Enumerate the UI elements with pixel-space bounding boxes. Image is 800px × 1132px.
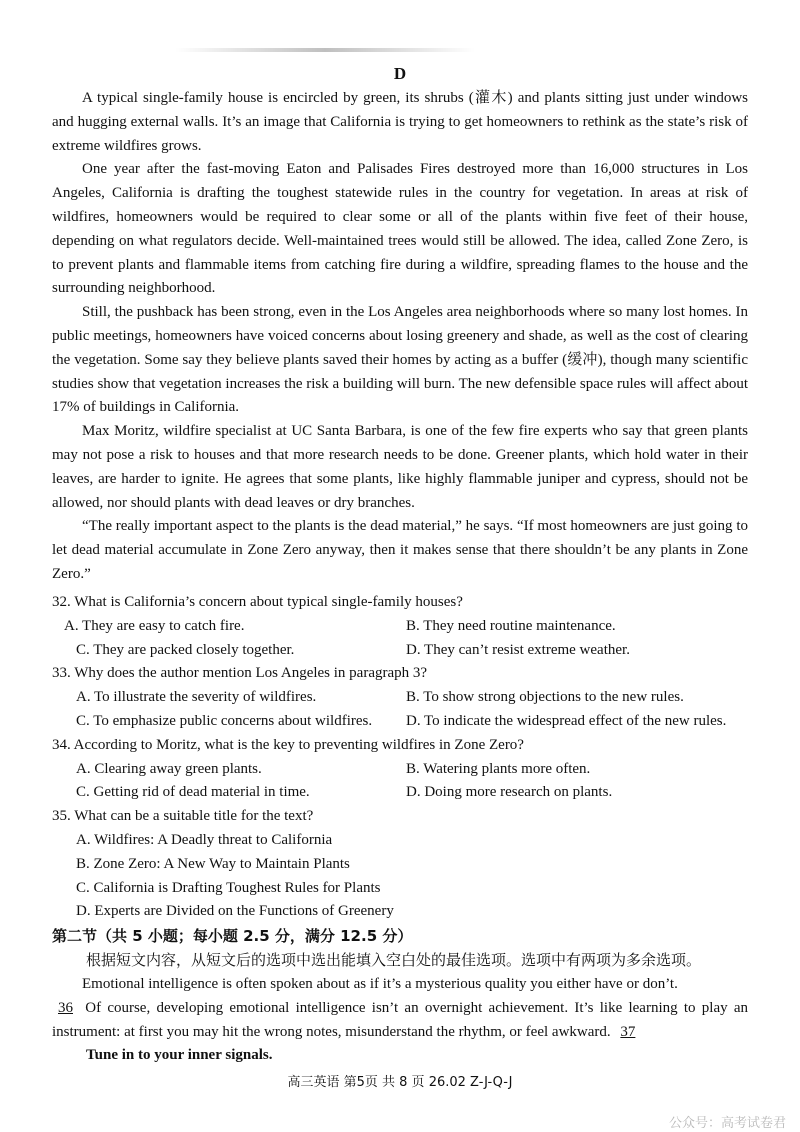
option-c: C. To emphasize public concerns about wildfires. bbox=[76, 712, 373, 729]
reading-passage bbox=[52, 87, 748, 587]
option-b: B. Zone Zero: A New Way to Maintain Plants bbox=[76, 855, 350, 872]
option-b: B. To show strong objections to the new rules. bbox=[406, 689, 684, 706]
option-b: B. They need routine maintenance. bbox=[406, 617, 616, 634]
option-a: A. Clearing away green plants. bbox=[76, 760, 262, 777]
option-d: D. They can’t resist extreme weather. bbox=[406, 641, 630, 658]
page-footer: 高三英语 第5页 共 8 页 26.02 Z-J-Q-J bbox=[287, 1075, 513, 1090]
passage-paragraph-4: Max Moritz, wildfire specialist at UC Santa Barbara, is one of the few fire experts who say that green plants may not pose a risk to houses and that more research needs to be done. Greener plants, which hold water in their leaves, are harder to ignite. He agrees that some plants, like highly flammable juniper and cypress, should not be allowed, nor should plants with dead leaves or dry branches. bbox=[52, 423, 748, 511]
option-c: C. Getting rid of dead material in time. bbox=[76, 784, 310, 801]
question-32 bbox=[52, 591, 752, 662]
cloze-text: Emotional intelligence is often spoken about as if it’s a mysterious quality you either have or don’t. bbox=[82, 976, 678, 992]
question-stem: 34. According to Moritz, what is the key to preventing wildfires in Zone Zero? bbox=[52, 736, 524, 753]
blank-36: 36 bbox=[58, 999, 73, 1016]
section-two bbox=[52, 925, 752, 973]
option-d: D. Experts are Divided on the Functions of Greenery bbox=[76, 903, 394, 920]
section-label: D bbox=[393, 64, 407, 83]
passage-paragraph-3: Still, the pushback has been strong, even in the Los Angeles area neighborhoods where so many lost homes. In public meetings, homeowners have voiced concerns about losing greenery and shade, as well as the cost of clearing the vegetation. Some say they believe plants saved their homes by acting as a buffer (缓冲), though many scientific studies show that vegetation increases the risk a building will burn. The new defensible space rules will affect about 17% of buildings in California. bbox=[52, 304, 748, 416]
question-list bbox=[52, 591, 752, 924]
passage-paragraph-2: One year after the fast-moving Eaton and Palisades Fires destroyed more than 16,000 structures in Los Angeles, California is drafting the toughest statewide rules in the country for vegetation. In areas at risk of wildfires, homeowners would be required to clear some or all of the plants within five feet of their house, depending on what regulators decide. Well-maintained trees would still be allowed. The idea, called Zone Zero, is to prevent plants and flammable items from catching fire during a wildfire, spreading flames to the house and the surrounding neighborhood. bbox=[52, 161, 748, 297]
cloze-text: Of course, developing emotional intelligence isn’t an overnight achievement. It’s like learning to play an instrument: at first you may hit the wrong notes, misunderstand the rhythm, or feel awkward. bbox=[52, 999, 749, 1040]
section-instruction: 根据短文内容，从短文后的选项中选出能填入空白处的最佳选项。选项中有两项为多余选项。 bbox=[86, 950, 702, 969]
section-heading: 第二节（共 5 小题；每小题 2.5 分，满分 12.5 分） bbox=[52, 927, 413, 945]
option-a: A. To illustrate the severity of wildfires. bbox=[76, 689, 317, 706]
blank-37: 37 bbox=[620, 1023, 636, 1040]
option-a: A. They are easy to catch fire. bbox=[64, 617, 245, 634]
option-b: B. Watering plants more often. bbox=[406, 760, 591, 777]
cloze-subheading: Tune in to your inner signals. bbox=[86, 1047, 273, 1064]
question-stem: 33. Why does the author mention Los Angeles in paragraph 3? bbox=[52, 665, 428, 682]
option-c: C. They are packed closely together. bbox=[76, 641, 295, 658]
option-d: D. To indicate the widespread effect of the new rules. bbox=[406, 712, 727, 729]
passage-paragraph-5: “The really important aspect to the plants is the dead material,” he says. “If most homeowners are just going to let dead material accumulate in Zone Zero anyway, then it makes sense that there shouldn’t be any plants in Zone Zero.” bbox=[52, 518, 748, 582]
question-34 bbox=[52, 734, 752, 805]
scan-artifact bbox=[175, 48, 475, 52]
option-d: D. Doing more research on plants. bbox=[406, 784, 613, 801]
question-33 bbox=[52, 662, 752, 733]
passage-paragraph-1: A typical single-family house is encircled by green, its shrubs (灌木) and plants sitting just under windows and hugging external walls. It’s an image that California is trying to get homeowners to rethink as the state’s risk of extreme wildfires grows. bbox=[52, 90, 748, 154]
option-c: C. California is Drafting Toughest Rules for Plants bbox=[76, 879, 381, 896]
question-stem: 32. What is California’s concern about typical single-family houses? bbox=[52, 594, 463, 610]
question-stem: 35. What can be a suitable title for the text? bbox=[52, 808, 314, 825]
watermark: 公众号：高考试卷君 bbox=[668, 1116, 786, 1131]
question-35 bbox=[52, 805, 752, 924]
cloze-passage bbox=[52, 973, 748, 1068]
option-a: A. Wildfires: A Deadly threat to California bbox=[76, 831, 333, 848]
